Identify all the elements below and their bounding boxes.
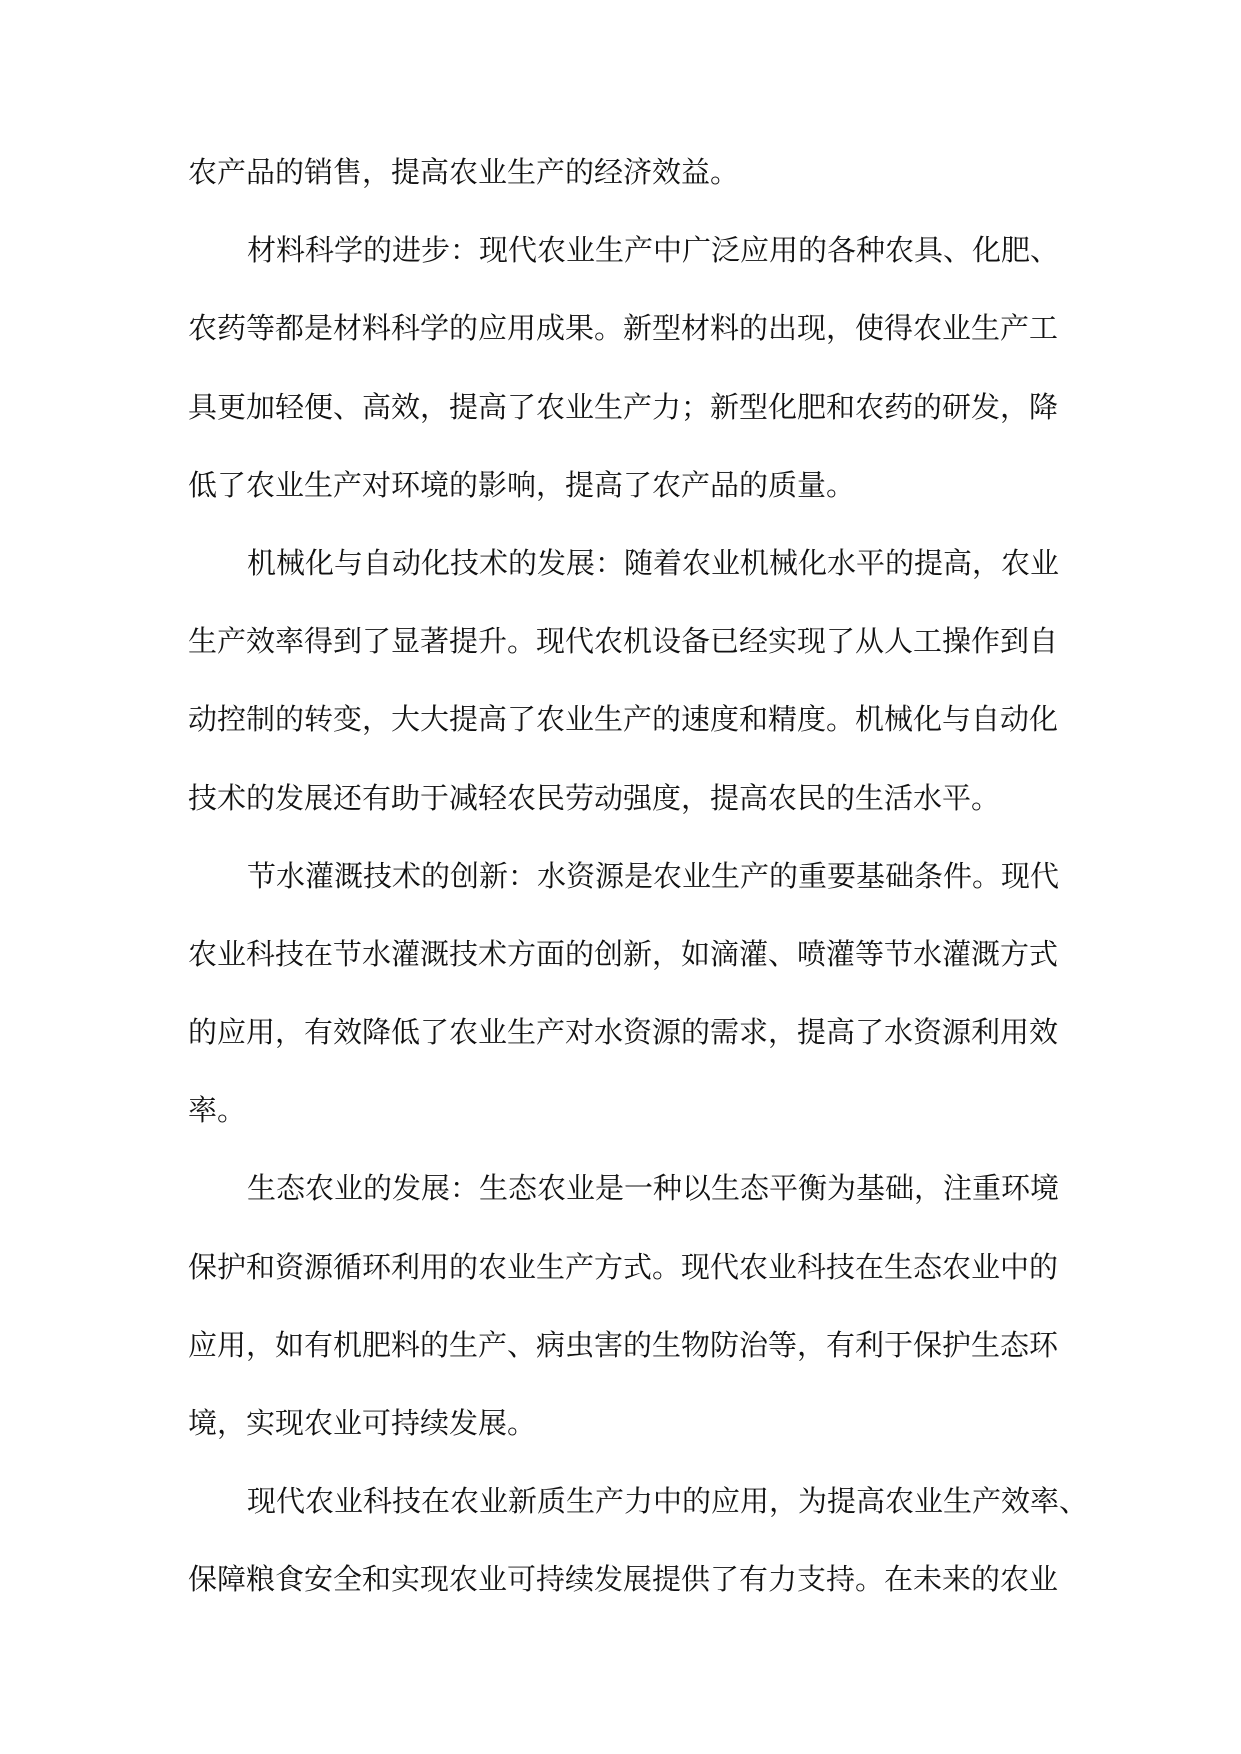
text-line: 生产效率得到了显著提升。现代农机设备已经实现了从人工操作到自 bbox=[188, 624, 1059, 659]
text-line: 技术的发展还有助于减轻农民劳动强度，提高农民的生活水平。 bbox=[188, 780, 1001, 815]
text-line: 率。 bbox=[188, 1093, 247, 1128]
paragraph-first-line: 机械化与自动化技术的发展：随着农业机械化水平的提高，农业 bbox=[247, 545, 1060, 580]
document-body bbox=[188, 143, 1089, 1629]
paragraph-first-line: 材料科学的进步：现代农业生产中广泛应用的各种农具、化肥、 bbox=[247, 233, 1060, 268]
text-line: 境，实现农业可持续发展。 bbox=[188, 1406, 537, 1440]
text-line: 农药等都是材料科学的应用成果。新型材料的出现，使得农业生产工 bbox=[188, 311, 1059, 346]
text-line: 农业科技在节水灌溉技术方面的创新，如滴灌、喷灌等节水灌溉方式 bbox=[188, 936, 1059, 971]
paragraph-first-line: 现代农业科技在农业新质生产力中的应用，为提高农业生产效率、 bbox=[247, 1484, 1089, 1519]
text-line: 的应用，有效降低了农业生产对水资源的需求，提高了水资源利用效 bbox=[188, 1015, 1059, 1050]
text-line: 动控制的转变，大大提高了农业生产的速度和精度。机械化与自动化 bbox=[188, 702, 1059, 737]
text-line: 具更加轻便、高效，提高了农业生产力；新型化肥和农药的研发，降 bbox=[188, 389, 1059, 424]
text-line: 保护和资源循环利用的农业生产方式。现代农业科技在生态农业中的 bbox=[188, 1249, 1059, 1284]
text-line: 低了农业生产对环境的影响，提高了农产品的质量。 bbox=[188, 467, 856, 502]
paragraph-first-line: 节水灌溉技术的创新：水资源是农业生产的重要基础条件。现代 bbox=[247, 858, 1060, 893]
text-line: 应用，如有机肥料的生产、病虫害的生物防治等，有利于保护生态环 bbox=[188, 1327, 1059, 1362]
paragraph-first-line: 生态农业的发展：生态农业是一种以生态平衡为基础，注重环境 bbox=[247, 1171, 1060, 1206]
text-line: 农产品的销售，提高农业生产的经济效益。 bbox=[188, 155, 740, 189]
text-line: 保障粮食安全和实现农业可持续发展提供了有力支持。在未来的农业 bbox=[188, 1562, 1059, 1597]
